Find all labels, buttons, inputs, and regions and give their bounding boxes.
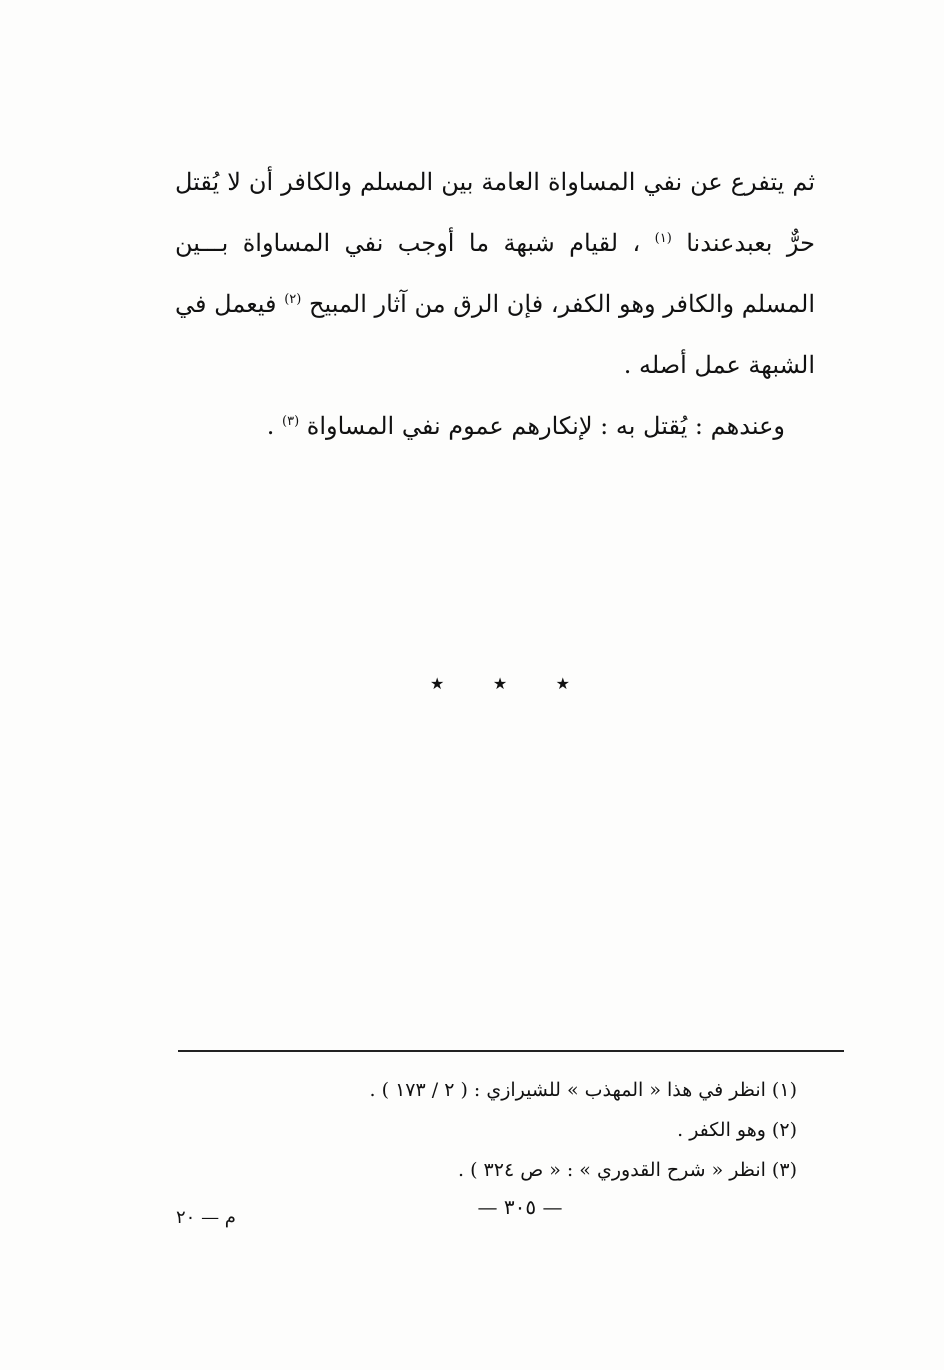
paragraph-1-text-b: ، لقيام شبهة ما أوجب نفي المساواة بـــين المسلم والكافر وهو الكفر، فإن الرق من آثار المبيح <box>175 229 815 318</box>
footnotes <box>300 1070 797 1190</box>
footnote-2: (٢) وهو الكفر . <box>677 1119 797 1141</box>
star-icon: ★ <box>430 673 445 693</box>
page-number: — ٣٠٥ — <box>477 1195 563 1219</box>
star-icon: ★ <box>555 673 570 693</box>
paragraph-1-text-a: ثم يتفرع عن نفي المساواة العامة بين المسلم والكافر أن لا يُقتل حرٌّ بعبدعندنا <box>175 168 815 257</box>
footnote-ref-1: (١) <box>654 231 672 246</box>
paragraph-1-text-c: فيعمل في الشبهة عمل أصله . <box>175 290 815 379</box>
star-icon: ★ <box>492 673 508 693</box>
footnote-divider <box>178 1050 844 1052</box>
paragraph-2-text-b: . <box>266 412 275 440</box>
footnote-3: (٣) انظر « شرح القدوري » : « ص ٣٢٤ ) . <box>458 1159 797 1181</box>
paragraph-2-text-a: وعندهم : يُقتل به : لإنكارهم عموم نفي المساواة <box>306 412 785 440</box>
footnote-ref-2: (٢) <box>284 292 302 307</box>
section-separator <box>430 668 570 698</box>
paragraph-2 <box>175 396 815 457</box>
footnote-1: (١) انظر في هذا « المهذب » للشيرازي : ( ٢ / ١٧٣ ) . <box>369 1079 797 1101</box>
paragraph-1 <box>175 152 815 396</box>
main-text-block <box>175 152 815 457</box>
footnote-ref-3: (٣) <box>282 414 300 429</box>
signature-mark: م — ٢٠ <box>176 1207 236 1228</box>
